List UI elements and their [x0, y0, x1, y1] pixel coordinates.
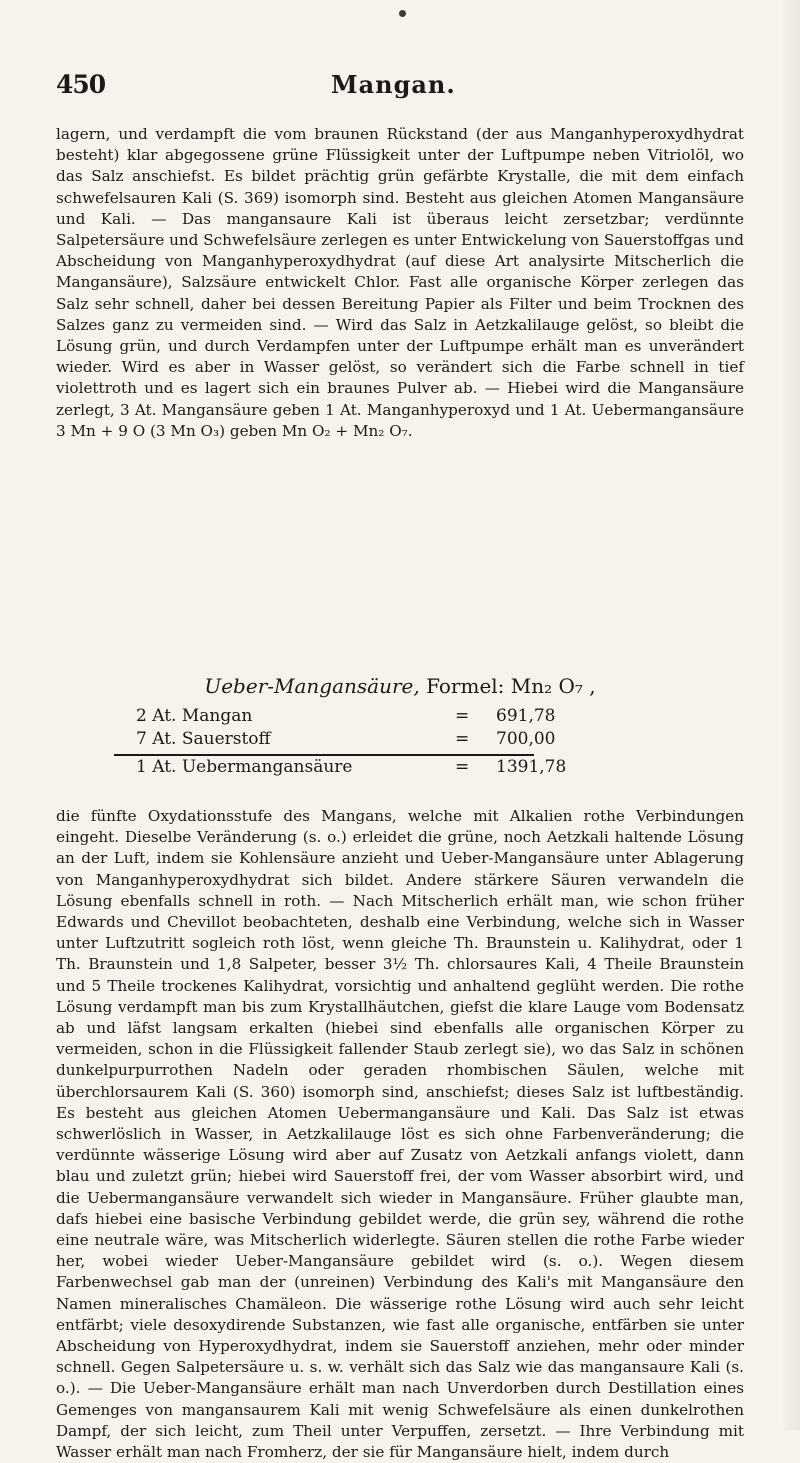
running-title: Mangan. [331, 70, 456, 99]
page-edge-shadow [780, 0, 800, 1430]
paragraph-2 [56, 806, 744, 1463]
paragraph-text: lagern, und verdampft die vom braunen Rückstand (der aus Manganhyperoxydhydrat besteht) klar abgegossene grüne Flüssigkeit unter der Luftpumpe neben Vitriolöl, wo das Salz anschiefst. Es bildet prächtig grün gefärbte Krystalle, die mit dem einfach schwefelsauren Kali (S. 369) isomorph sind. Besteht aus gleichen Atomen Mangansäure und Kali. — Das mangansaure Kali ist überaus leicht zersetzbar; verdünnte Salpetersäure und Schwefelsäure zerlegen es unter Entwickelung von Sauerstoffgas und Abscheidung von Manganhyperoxydhydrat (auf diese Art analysirte Mitscherlich die Mangansäure), Salzsäure entwickelt Chlor. Fast alle organische Körper zerlegen das Salz sehr schnell, daher bei dessen Bereitung Papier als Filter und beim Trocknen des Salzes ganz zu vermeiden sind. — Wird das Salz in Aetzkalilauge gelöst, so bleibt die Lösung grün, und durch Verdampfen unter der Luftpumpe erhält man es unverändert wieder. Wird es aber in Wasser gelöst, so verändert sich die Farbe schnell in tief violettroth und es lagert sich ein braunes Pulver ab. — Hiebei wird die Mangansäure zerlegt, 3 At. Mangansäure geben 1 At. Manganhyperoxyd und 1 At. Uebermangansäure 3 Mn + 9 O (3 Mn O₃) geben Mn O₂ + Mn₂ O₇. [56, 125, 744, 440]
formula-row-label: 7 At. Sauerstoff [136, 729, 271, 749]
page-header [56, 70, 746, 110]
formula-row-equals: = [455, 706, 470, 726]
formula-row [56, 706, 744, 729]
formula-row-value: 1391,78 [496, 757, 567, 777]
paragraph-text: die fünfte Oxydationsstufe des Mangans, welche mit Alkalien rothe Verbindungen eingeht. Dieselbe Veränderung (s. o.) erleidet die grüne, noch Aetzkali haltende Lösung an der Luft, indem sie Kohlensäure anzieht und Ueber-Mangansäure unter Ablagerung von Manganhyperoxydhydrat sich bildet. Andere stärkere Säuren verwandeln die Lösung ebenfalls schnell in roth. — Nach Mitscherlich erhält man, wie schon früher Edwards und Chevillot beobachteten, deshalb eine Verbindung, welche sich in Wasser unter Luftzutritt sogleich roth löst, wenn gleiche Th. Braunstein u. Kalihydrat, oder 1 Th. Braunstein und 1,8 Salpeter, besser 3½ Th. chlorsaures Kali, 4 Theile Braunstein und 5 Theile trockenes Kalihydrat, vorsichtig und anhaltend geglüht werden. Die rothe Lösung verdampft man bis zum Krystallhäutchen, giefst die klare Lauge vom Bodensatz ab und läfst langsam erkalten (hiebei sind ebenfalls alle organischen Körper zu vermeiden, schon in die Flüssigkeit fallender Staub zerlegt sie), wo das Salz in schönen dunkelpurpurrothen Nadeln oder geraden rhombischen Säulen, welche mit überchlorsaurem Kali (S. 360) isomorph sind, anschiefst; dieses Salz ist luftbeständig. Es besteht aus gleichen Atomen Uebermangansäure und Kali. Das Salz ist etwas schwerlöslich in Wasser, in Aetzkalilauge löst es sich ohne Farbenveränderung; die verdünnte wässerige Lösung wird aber auf Zusatz von Aetzkali anfangs violett, dann blau und zuletzt grün; hiebei wird Sauerstoff frei, der vom Wasser absorbirt wird, und die Uebermangansäure verwandelt sich wieder in Mangansäure. Früher glaubte man, dafs hiebei eine basische Verbindung gebildet werde, die grün sey, während die rothe eine neutrale wäre, was Mitscherlich widerlegte. Säuren stellen die rothe Farbe wieder her, wobei wieder Ueber-Mangansäure gebildet wird (s. o.). Wegen diesem Farbenwechsel gab man der (unreinen) Verbindung des Kali's mit Mangansäure den Namen mineralisches Chamäleon. Die wässerige rothe Lösung wird auch sehr leicht entfärbt; viele desoxydirende Substanzen, wie fast alle organische, entfärben sie unter Abscheidung von Hyperoxydhydrat, indem sie Sauerstoff anziehen, mehr oder minder schnell. Gegen Salpetersäure u. s. w. verhält sich das Salz wie das mangansaure Kali (s. o.). — Die Ueber-Mangansäure erhält man nach Unverdorben durch Destillation eines Gemenges von mangansaurem Kali mit wenig Schwefelsäure als einen dunkelrothen Dampf, der sich leicht, zum Theil unter Verpuffen, zersetzt. — Ihre Verbindung mit Wasser erhält man nach Fromherz, der sie für Mangansäure hielt, indem durch [56, 807, 744, 1462]
formula-row-value: 700,00 [496, 729, 556, 749]
paragraph-1 [56, 124, 744, 442]
sum-rule [114, 754, 534, 756]
formula-row-total [56, 757, 744, 780]
formula-row-equals: = [455, 757, 470, 777]
printer-mark [399, 10, 406, 17]
formula-block [56, 674, 744, 780]
formula-row-value: 691,78 [496, 706, 556, 726]
formula-row-label: 1 At. Uebermangansäure [136, 757, 353, 777]
formula-compound-name: Ueber-Mangansäure, [204, 674, 420, 698]
formula-label: Formel: Mn₂ O₇ , [419, 674, 596, 698]
formula-row [56, 729, 744, 752]
page-number: 450 [56, 70, 106, 99]
formula-title [56, 674, 744, 698]
formula-row-label: 2 At. Mangan [136, 706, 253, 726]
formula-row-equals: = [455, 729, 470, 749]
